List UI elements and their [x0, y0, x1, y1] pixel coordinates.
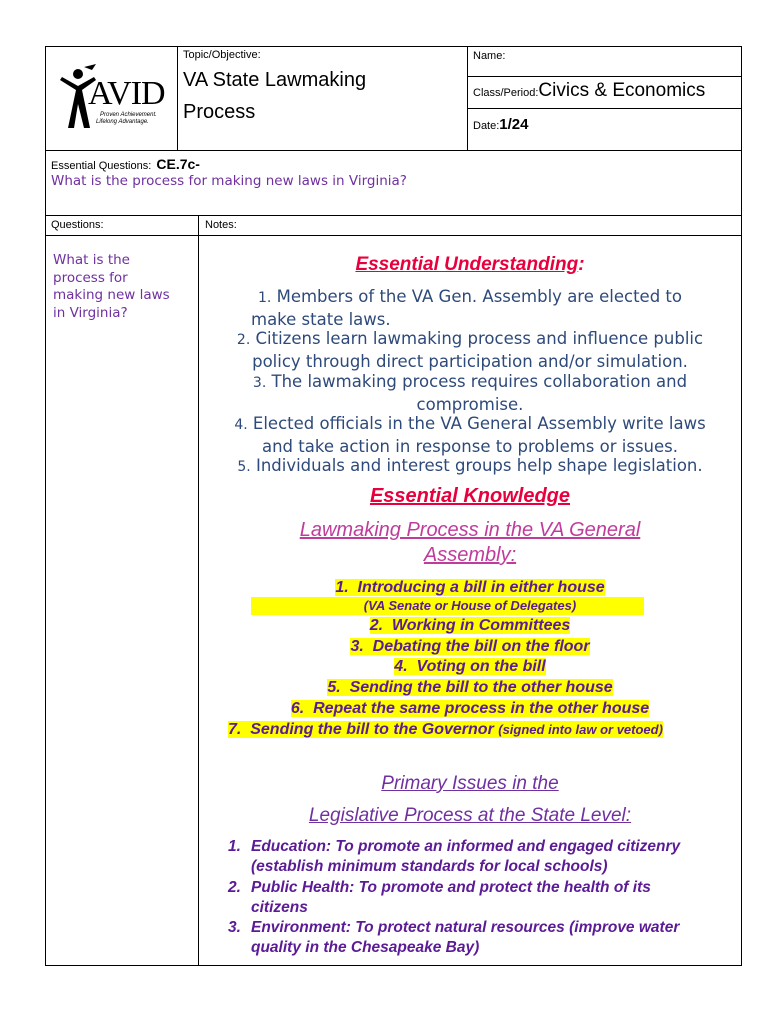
primary-issues-title-line1: Primary Issues in the — [381, 773, 559, 794]
step-item — [228, 720, 738, 740]
step-item — [200, 699, 740, 719]
essential-understanding-colon: : — [578, 254, 585, 275]
list-text: Individuals and interest groups help shape legislation. — [255, 456, 703, 475]
step-highlight — [327, 679, 612, 696]
step-text: Voting on the bill — [416, 658, 546, 675]
step-subnote — [200, 597, 740, 615]
step-highlight — [394, 658, 545, 675]
list-item — [228, 837, 728, 877]
step-item — [200, 637, 740, 657]
list-item — [200, 286, 740, 330]
date-row — [473, 114, 529, 133]
avid-tagline-2: Lifelong Advantage. — [96, 119, 149, 125]
list-text: Environment: To protect natural resources (improve water — [251, 919, 680, 936]
list-number: 2. — [236, 332, 251, 348]
step-text: (VA Senate or House of Delegates) — [363, 598, 577, 613]
step-highlight — [350, 638, 589, 655]
step-text: Repeat the same process in the other house — [313, 700, 650, 717]
topic-title-line1: VA State Lawmaking — [183, 69, 367, 91]
list-number: 2. — [228, 879, 241, 896]
list-text: Citizens learn lawmaking process and influence public — [255, 329, 704, 348]
essential-questions-row — [51, 154, 200, 173]
essential-questions-label: Essential Questions: — [51, 160, 152, 172]
list-item — [200, 328, 740, 372]
step-note: (signed into law or vetoed) — [498, 722, 663, 737]
step-number: 6. — [290, 700, 305, 717]
essential-understanding-heading — [200, 254, 740, 276]
question-line: making new laws — [53, 287, 170, 303]
step-number: 3. — [350, 638, 364, 655]
step-text: Working in Committees — [391, 617, 571, 634]
list-text: Education: To promote an informed and engaged citizenry — [251, 838, 681, 855]
list-number: 5. — [237, 459, 251, 475]
step-highlight — [335, 579, 604, 596]
step-text: Sending the bill to the other house — [349, 679, 613, 696]
essential-understanding-title: Essential Understanding — [355, 254, 579, 275]
list-item — [200, 413, 740, 457]
date-value: 1/24 — [499, 116, 529, 133]
question-line: in Virginia? — [53, 304, 128, 321]
step-item — [200, 578, 740, 598]
list-text: Public Health: To promote and protect the health of its — [251, 879, 651, 896]
step-number: 2. — [369, 617, 384, 634]
list-number: 3. — [228, 919, 241, 936]
list-text: make state laws. — [251, 310, 391, 329]
list-text: Members of the VA Gen. Assembly are elected to — [276, 287, 682, 306]
avid-logo-text: AVID — [88, 75, 165, 112]
topic-label: Topic/Objective: — [183, 49, 261, 61]
question-cell — [53, 252, 170, 322]
class-period-value: Civics & Economics — [538, 80, 706, 101]
list-item — [200, 371, 740, 415]
list-number: 1. — [228, 838, 241, 855]
step-text: Sending the bill to the Governor — [250, 721, 494, 738]
list-item — [200, 455, 740, 478]
lawmaking-process-heading-line2: Assembly: — [423, 544, 517, 566]
list-text: policy through direct participation and/or simulation. — [252, 352, 688, 371]
list-text: and take action in response to problems or issues. — [261, 437, 678, 456]
list-number: 3. — [252, 375, 267, 391]
date-label: Date: — [473, 120, 500, 132]
list-text: compromise. — [416, 395, 524, 414]
step-text: Debating the bill on the floor — [372, 638, 590, 655]
list-number: 4. — [234, 417, 248, 433]
step-number: 1. — [335, 579, 349, 596]
avid-tagline-1: Proven Achievement. — [100, 112, 157, 118]
list-text: Elected officials in the VA General Assembly write laws — [252, 414, 706, 433]
step-number: 4. — [394, 658, 408, 675]
step-item — [200, 616, 740, 636]
lawmaking-process-heading-line1: Lawmaking Process in the VA General — [299, 519, 641, 541]
step-highlight — [291, 700, 649, 717]
lawmaking-process-heading — [200, 518, 740, 568]
question-line: What is the — [53, 252, 130, 268]
primary-issues-title-line2: Legislative Process at the State Level: — [308, 805, 632, 826]
list-text: The lawmaking process requires collaboration and — [271, 372, 688, 391]
name-label: Name: — [473, 50, 506, 62]
notes-column-header: Notes: — [205, 219, 237, 231]
step-item — [200, 678, 740, 698]
step-text: Introducing a bill in either house — [357, 579, 605, 596]
step-highlight — [228, 721, 663, 738]
essential-knowledge-title: Essential Knowledge — [369, 485, 571, 507]
essential-questions-code: CE.7c- — [156, 156, 200, 172]
list-item — [228, 918, 728, 958]
name-field[interactable] — [510, 48, 738, 74]
step-item — [200, 657, 740, 677]
list-text: citizens — [251, 899, 308, 916]
list-text: (establish minimum standards for local schools) — [251, 858, 608, 875]
list-text: quality in the Chesapeake Bay) — [251, 939, 480, 956]
step-highlight — [370, 617, 571, 634]
class-period-row — [473, 80, 705, 104]
list-number: 1. — [257, 290, 272, 306]
topic-title-line2: Process — [183, 101, 256, 123]
questions-column-header: Questions: — [51, 219, 104, 231]
step-number: 7. — [228, 721, 242, 738]
avid-logo — [56, 62, 168, 132]
essential-question-text: What is the process for making new laws in Virginia? — [51, 173, 407, 189]
class-period-label: Class/Period: — [473, 87, 539, 99]
list-item — [228, 878, 728, 918]
step-number: 5. — [327, 679, 341, 696]
question-line: process for — [53, 269, 128, 286]
